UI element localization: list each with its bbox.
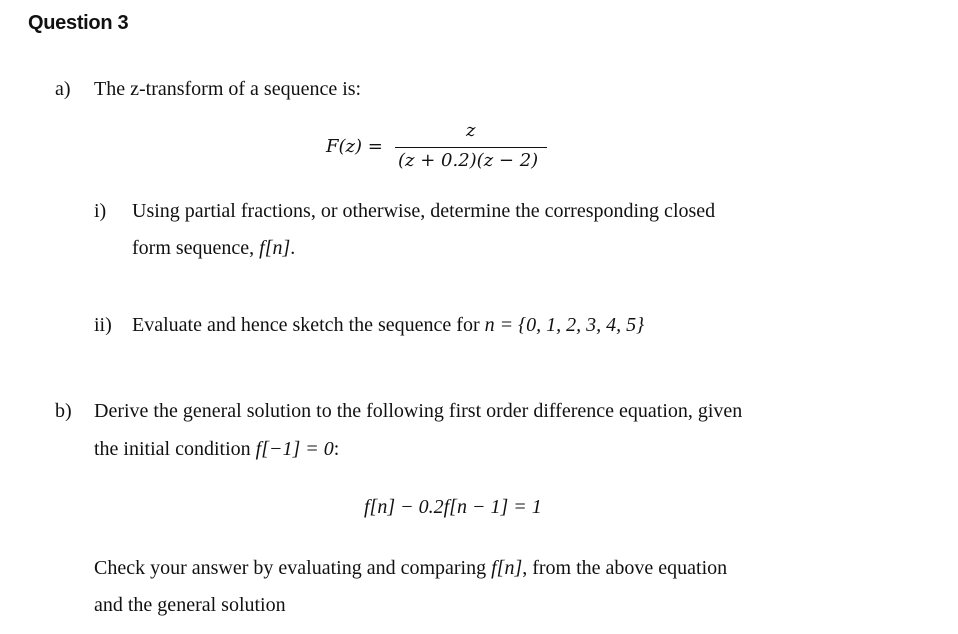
sub-i-line2-text: form sequence, bbox=[132, 237, 260, 259]
sub-ii-text: Evaluate and hence sketch the sequence for bbox=[132, 314, 485, 336]
equation-numerator: z bbox=[466, 120, 476, 141]
part-b-line2-end: : bbox=[333, 438, 340, 460]
part-b-line1: Derive the general solution to the following first order difference equation, given bbox=[94, 400, 743, 422]
part-a-marker: a) bbox=[55, 78, 71, 100]
difference-equation: f[n] − 0.2f[n − 1] = 1 bbox=[364, 496, 542, 518]
fraction-bar bbox=[395, 147, 547, 148]
sub-ii-marker: ii) bbox=[94, 314, 112, 336]
sub-i-line1: Using partial fractions, or otherwise, determine the corresponding closed bbox=[132, 200, 716, 222]
sub-i-line2-math: f[n] bbox=[259, 237, 291, 259]
check-line1 bbox=[94, 556, 727, 580]
part-a-intro: The z-transform of a sequence is: bbox=[94, 78, 362, 100]
check-line1-end: , from the above equation bbox=[522, 557, 728, 579]
check-line1-text: Check your answer by evaluating and comparing bbox=[94, 557, 492, 579]
part-b-marker: b) bbox=[55, 400, 72, 422]
sub-i-line2 bbox=[132, 236, 295, 260]
sub-i-line2-end: . bbox=[290, 237, 296, 259]
sub-ii-line bbox=[132, 313, 644, 337]
sub-ii-math: n = {0, 1, 2, 3, 4, 5} bbox=[484, 314, 645, 336]
equation-denominator: (z + 0.2)(z − 2) bbox=[398, 150, 539, 171]
check-line2: and the general solution bbox=[94, 594, 286, 616]
part-b-line2-text: the initial condition bbox=[94, 438, 256, 460]
part-b-line2 bbox=[94, 437, 339, 461]
check-line1-math: f[n] bbox=[491, 557, 523, 579]
part-b-line2-math: f[−1] = 0 bbox=[255, 438, 334, 460]
sub-i-marker: i) bbox=[94, 200, 107, 222]
question-title: Question 3 bbox=[28, 12, 129, 34]
equation-lhs: F(z) = bbox=[326, 136, 383, 157]
